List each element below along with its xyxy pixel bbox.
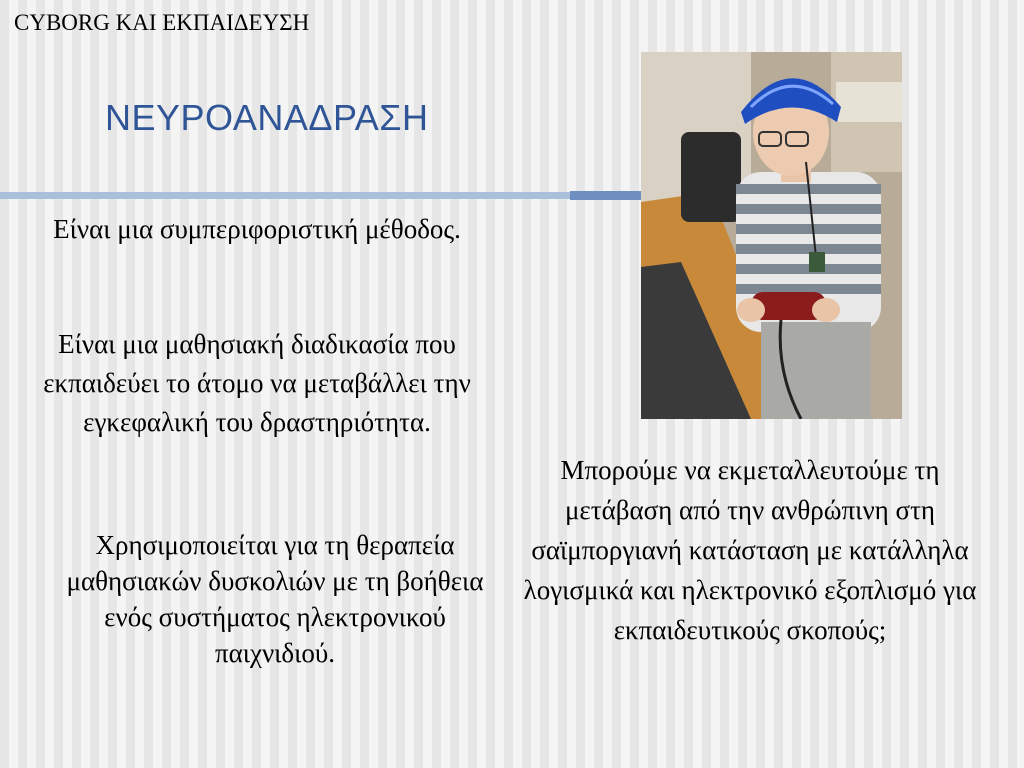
- paragraph-behavioral-method: Είναι μια συμπεριφοριστική μέθοδος.: [53, 214, 461, 244]
- photo-illustration: [641, 52, 902, 419]
- divider-rule: [0, 192, 650, 199]
- paragraph-question: Μπορούμε να εκμεταλλευτούμε τη μετάβαση από την ανθρώπινη στη σαϊμποργιανή κατάσταση με κατάλληλα λογισμικά και ηλεκτρονικό εξοπλισμό για εκπαιδευτικούς σκοπούς;: [523, 455, 977, 645]
- paragraph-learning-process: Είναι μια μαθησιακή διαδικασία που εκπαιδεύει το άτομο να μεταβάλλει την εγκεφαλική του δραστηριότητα.: [43, 329, 471, 437]
- paragraph-therapy-use: Χρησιμοποιείται για τη θεραπεία μαθησιακών δυσκολιών με τη βοήθεια ενός συστήματος ηλεκτρονικού παιχνιδιού.: [66, 530, 484, 668]
- header-label: CYBORG ΚΑΙ ΕΚΠΑΙΔΕΥΣΗ: [14, 10, 310, 35]
- photo-boy-with-eeg-helmet: [641, 52, 902, 419]
- slide-title: ΝΕΥΡΟΑΝΑΔΡΑΣΗ: [105, 97, 429, 138]
